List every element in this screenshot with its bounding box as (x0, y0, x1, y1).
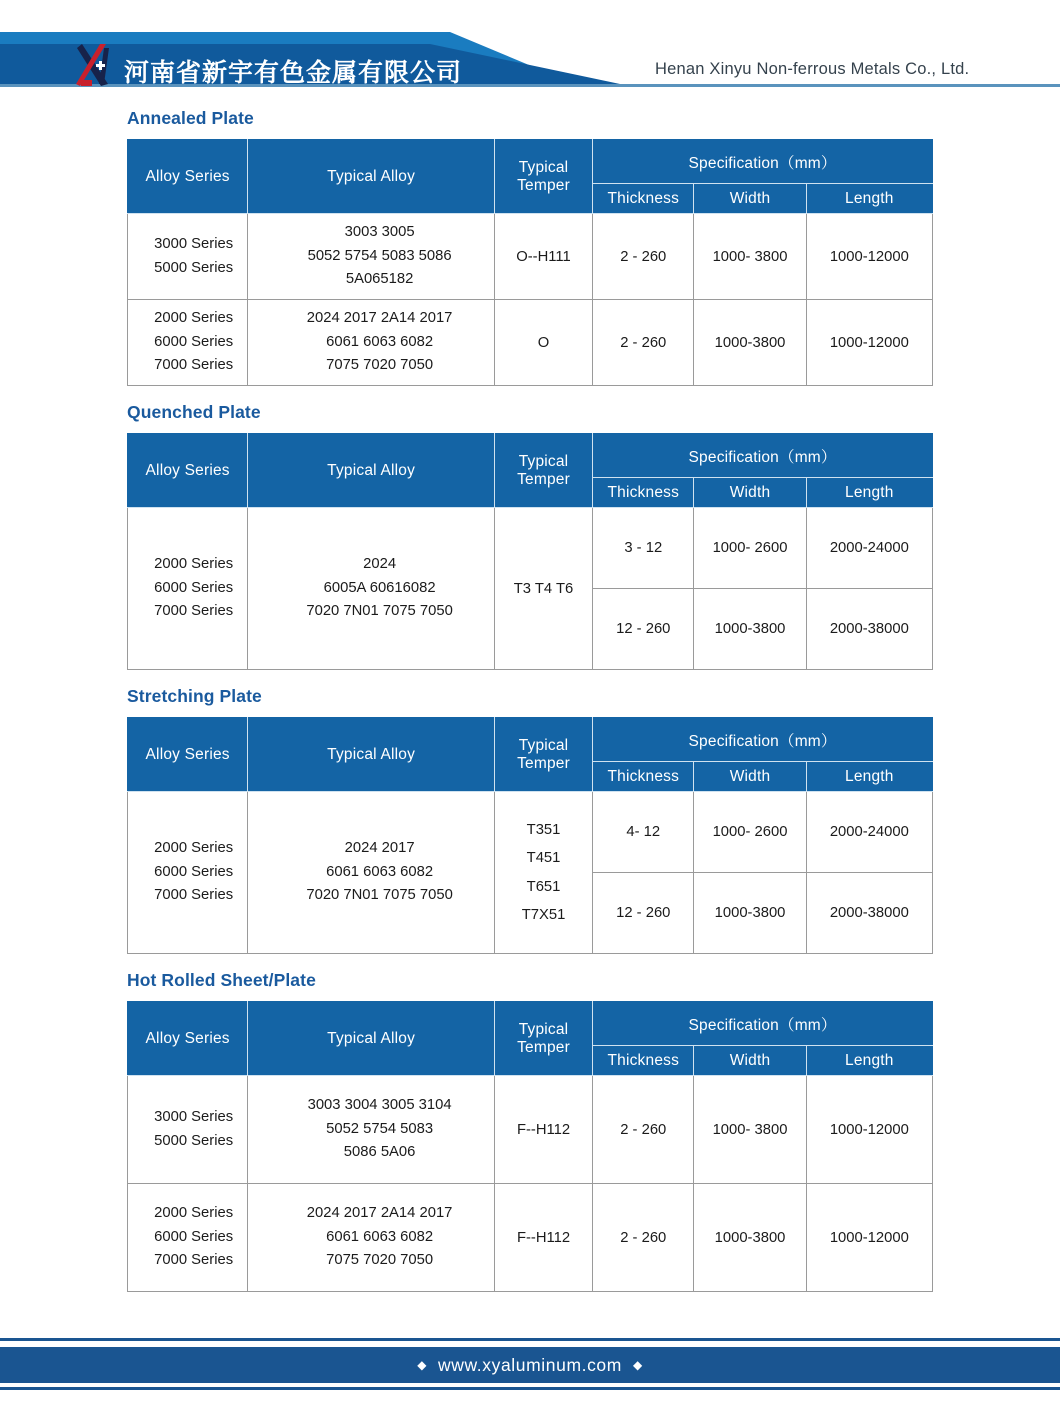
alloy-line: 6005A 60616082 (323, 579, 436, 596)
alloy-line: 5086 5A06 (343, 1144, 416, 1161)
alloy-line: 6061 6063 6082 (326, 1228, 434, 1245)
xinyu-x-logo-icon (68, 40, 120, 90)
th-temper-line1: Typical (518, 452, 569, 470)
alloy-line: 7020 7N01 7075 7050 (306, 603, 453, 620)
cell-typical-temper: O--H111 (494, 214, 592, 300)
cell-typical-alloy (248, 792, 495, 954)
cell-width: 1000-3800 (694, 1184, 806, 1292)
alloy-line: 5052 5754 5083 (326, 1120, 434, 1137)
cell-thickness: 2 - 260 (593, 1076, 694, 1184)
table-row (128, 792, 933, 873)
series-line: 6000 Series (154, 333, 234, 350)
footer-website[interactable] (417, 1355, 643, 1376)
page-header (0, 0, 1060, 100)
alloy-line: 6061 6063 6082 (326, 333, 434, 350)
cell-alloy-series (128, 1076, 248, 1184)
th-length: Length (806, 478, 932, 508)
th-thickness: Thickness (593, 184, 694, 214)
section-quenched-plate (0, 386, 1060, 670)
cell-width: 1000- 2600 (694, 792, 806, 873)
footer-rule-bottom (0, 1387, 1060, 1390)
alloy-line: 2024 (363, 555, 397, 572)
th-length: Length (806, 762, 932, 792)
cell-length: 2000-38000 (806, 589, 932, 670)
th-typical-alloy: Typical Alloy (248, 1002, 495, 1076)
cell-typical-temper (494, 792, 592, 954)
series-line: 6000 Series (154, 863, 234, 880)
diamond-left-icon: ◆ (417, 1358, 428, 1372)
series-line: 2000 Series (154, 555, 234, 572)
th-temper-line2: Temper (517, 176, 570, 194)
page-content (0, 100, 1060, 1292)
cell-typical-alloy (248, 1076, 495, 1184)
th-temper-line2: Temper (517, 754, 570, 772)
th-length: Length (806, 1046, 932, 1076)
cell-typical-temper: O (494, 300, 592, 386)
series-line: 7000 Series (154, 603, 234, 620)
cell-typical-temper: T3 T4 T6 (494, 508, 592, 670)
cell-typical-alloy (248, 508, 495, 670)
spec-table-stretching-plate (127, 717, 933, 954)
th-typical-alloy: Typical Alloy (248, 718, 495, 792)
cell-alloy-series (128, 508, 248, 670)
series-line: 5000 Series (154, 1132, 234, 1149)
th-length: Length (806, 184, 932, 214)
table-row (128, 508, 933, 589)
th-width: Width (694, 478, 806, 508)
cell-length: 1000-12000 (806, 214, 932, 300)
series-line: 7000 Series (154, 887, 234, 904)
cell-thickness: 3 - 12 (593, 508, 694, 589)
th-temper-line2: Temper (517, 1038, 570, 1056)
cell-alloy-series (128, 792, 248, 954)
footer-bar (0, 1347, 1060, 1383)
cell-alloy-series (128, 1184, 248, 1292)
section-title: Hot Rolled Sheet/Plate (127, 970, 316, 990)
th-alloy-series: Alloy Series (128, 434, 248, 508)
cell-width: 1000- 2600 (694, 508, 806, 589)
th-specification: Specification（mm） (593, 718, 933, 762)
table-row (128, 1184, 933, 1292)
th-alloy-series: Alloy Series (128, 1002, 248, 1076)
table-row (128, 300, 933, 386)
page-footer (0, 1330, 1060, 1428)
cell-typical-alloy (248, 214, 495, 300)
series-line: 2000 Series (154, 839, 234, 856)
cell-width: 1000-3800 (694, 589, 806, 670)
cell-thickness: 12 - 260 (593, 589, 694, 670)
cell-typical-alloy (248, 300, 495, 386)
alloy-line: 7020 7N01 7075 7050 (306, 887, 453, 904)
cell-width: 1000-3800 (694, 873, 806, 954)
series-line: 7000 Series (154, 357, 234, 374)
alloy-line: 5052 5754 5083 5086 (307, 247, 452, 264)
company-name-en: Henan Xinyu Non-ferrous Metals Co., Ltd. (655, 60, 970, 78)
section-title: Quenched Plate (127, 402, 261, 422)
table-row (128, 1076, 933, 1184)
cell-typical-temper: F--H112 (494, 1076, 592, 1184)
section-title: Stretching Plate (127, 686, 262, 706)
diamond-right-icon: ◆ (632, 1358, 643, 1372)
temper-line: T451 (526, 850, 561, 867)
company-name-cn: 河南省新宇有色金属有限公司 (124, 58, 463, 87)
series-line: 6000 Series (154, 1228, 234, 1245)
footer-url-text[interactable]: www.xyaluminum.com (438, 1354, 622, 1375)
cell-width: 1000- 3800 (694, 1076, 806, 1184)
temper-line: T651 (526, 878, 561, 895)
section-annealed-plate (0, 100, 1060, 386)
spec-table-annealed-plate (127, 139, 933, 386)
alloy-line: 3003 3005 (344, 223, 415, 240)
series-line: 2000 Series (154, 1204, 234, 1221)
section-stretching-plate (0, 670, 1060, 954)
th-typical-alloy: Typical Alloy (248, 140, 495, 214)
series-line: 3000 Series (154, 1108, 234, 1125)
th-width: Width (694, 184, 806, 214)
cell-alloy-series (128, 300, 248, 386)
alloy-line: 6061 6063 6082 (326, 863, 434, 880)
th-specification: Specification（mm） (593, 1002, 933, 1046)
th-temper-line1: Typical (518, 1020, 569, 1038)
cell-length: 2000-24000 (806, 508, 932, 589)
cell-typical-alloy (248, 1184, 495, 1292)
th-thickness: Thickness (593, 762, 694, 792)
th-alloy-series: Alloy Series (128, 140, 248, 214)
cell-length: 1000-12000 (806, 1076, 932, 1184)
cell-alloy-series (128, 214, 248, 300)
th-specification: Specification（mm） (593, 140, 933, 184)
th-temper-line1: Typical (518, 736, 569, 754)
footer-rule-top (0, 1338, 1060, 1341)
temper-line: T351 (526, 822, 561, 839)
alloy-line: 3003 3004 3005 3104 (307, 1096, 452, 1113)
alloy-line: 2024 2017 2A14 2017 (306, 309, 453, 326)
alloy-line: 7075 7020 7050 (326, 1252, 434, 1269)
cell-length: 1000-12000 (806, 300, 932, 386)
cell-typical-temper: F--H112 (494, 1184, 592, 1292)
section-hot-rolled-sheet-plate (0, 954, 1060, 1292)
th-typical-temper (494, 434, 592, 508)
cell-thickness: 4- 12 (593, 792, 694, 873)
series-line: 5000 Series (154, 259, 234, 276)
series-line: 3000 Series (154, 235, 234, 252)
cell-length: 2000-38000 (806, 873, 932, 954)
th-specification: Specification（mm） (593, 434, 933, 478)
th-alloy-series: Alloy Series (128, 718, 248, 792)
th-typical-alloy: Typical Alloy (248, 434, 495, 508)
spec-table-quenched-plate (127, 433, 933, 670)
th-typical-temper (494, 718, 592, 792)
alloy-line: 5A065182 (345, 271, 414, 288)
alloy-line: 2024 2017 2A14 2017 (306, 1204, 453, 1221)
alloy-line: 2024 2017 (344, 839, 415, 856)
th-typical-temper (494, 140, 592, 214)
cell-width: 1000-3800 (694, 300, 806, 386)
cell-thickness: 12 - 260 (593, 873, 694, 954)
series-line: 6000 Series (154, 579, 234, 596)
table-row (128, 214, 933, 300)
series-line: 2000 Series (154, 309, 234, 326)
th-width: Width (694, 762, 806, 792)
alloy-line: 7075 7020 7050 (326, 357, 434, 374)
cell-thickness: 2 - 260 (593, 214, 694, 300)
cell-width: 1000- 3800 (694, 214, 806, 300)
cell-thickness: 2 - 260 (593, 300, 694, 386)
section-title: Annealed Plate (127, 108, 254, 128)
th-thickness: Thickness (593, 1046, 694, 1076)
cell-thickness: 2 - 260 (593, 1184, 694, 1292)
th-width: Width (694, 1046, 806, 1076)
cell-length: 1000-12000 (806, 1184, 932, 1292)
th-typical-temper (494, 1002, 592, 1076)
spec-table-hot-rolled-sheet-plate (127, 1001, 933, 1292)
th-thickness: Thickness (593, 478, 694, 508)
th-temper-line1: Typical (518, 158, 569, 176)
cell-length: 2000-24000 (806, 792, 932, 873)
series-line: 7000 Series (154, 1252, 234, 1269)
th-temper-line2: Temper (517, 470, 570, 488)
temper-line: T7X51 (521, 906, 566, 923)
